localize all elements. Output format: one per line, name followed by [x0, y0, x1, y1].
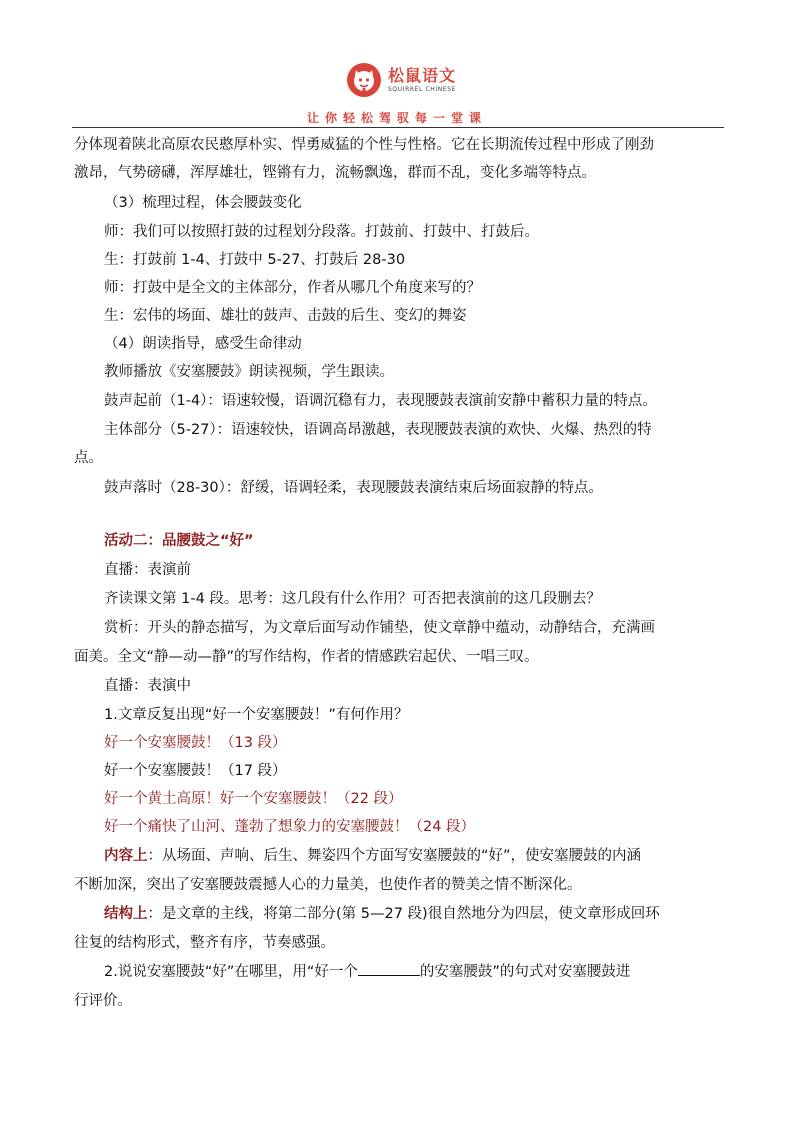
analysis-line: [104, 844, 641, 865]
paragraph-line: 鼓声起前（1-4）：语速较慢，语调沉稳有力，表现腰鼓表演前安静中蓄积力量的特点。: [104, 393, 657, 409]
page-header: [0, 0, 794, 130]
analysis-line: 不断加深，突出了安塞腰鼓震撼人心的力量美，也使作者的赞美之情不断深化。: [74, 877, 582, 893]
activity-heading: 活动二：品腰鼓之“好”: [104, 533, 254, 549]
paragraph-line: 主体部分（5-27）：语速较快，语调高昂激越，表现腰鼓表演的欢快、火爆、热烈的特: [104, 422, 652, 438]
analysis-label: 结构上: [104, 906, 148, 922]
paragraph-line: 激昂，气势磅礴，浑厚雄壮，铿锵有力，流畅飘逸，群而不乱，变化多端等特点。: [74, 165, 596, 181]
paragraph-line: 教师播放《安塞腰鼓》朗读视频，学生跟读。: [104, 364, 394, 380]
brand-subtitle: SQUIRREL CHINESE: [388, 85, 457, 93]
paragraph-line: 齐读课文第 1-4 段。思考：这几段有什么作用？可否把表演前的这几段删去？: [104, 591, 601, 607]
dialogue-line: 生：打鼓前 1-4、打鼓中 5-27、打鼓后 28-30: [104, 252, 406, 268]
brand-name: 松鼠语文: [388, 65, 457, 85]
section-heading: （4）朗读指导，感受生命律动: [104, 336, 302, 352]
question-text: 的安塞腰鼓”的句式对安塞腰鼓进: [419, 964, 631, 980]
header-divider: [72, 127, 724, 128]
quote-line: 好一个黄土高原！好一个安塞腰鼓！（22 段）: [104, 791, 403, 807]
quote-line: 好一个痛快了山河、蓬勃了想象力的安塞腰鼓！（24 段）: [104, 819, 476, 835]
paragraph-line: 分体现着陕北高原农民憨厚朴实、悍勇威猛的个性与性格。它在长期流传过程中形成了刚劲: [74, 137, 654, 153]
analysis-line: [104, 902, 660, 923]
question-line: 1.文章反复出现“好一个安塞腰鼓！”有何作用？: [104, 707, 409, 723]
question-line: 行评价。: [74, 993, 132, 1009]
dialogue-line: 师：我们可以按照打鼓的过程划分段落。打鼓前、打鼓中、打鼓后。: [104, 224, 539, 240]
quote-line: 好一个安塞腰鼓！（13 段）: [104, 735, 287, 751]
analysis-text: ：是文章的主线，将第二部分(第 5—27 段)很自然地分为四层，使文章形成回环: [147, 906, 660, 922]
paragraph-line: 面美。全文“静—动—静”的写作结构，作者的情感跌宕起伏、一唱三叹。: [74, 649, 539, 665]
fill-in-blank: [358, 963, 420, 976]
question-text: 2.说说安塞腰鼓“好”在哪里，用“好一个: [104, 964, 358, 980]
quote-line: 好一个安塞腰鼓！（17 段）: [104, 763, 287, 779]
brand-tagline: 让你轻松驾驭每一堂课: [306, 111, 487, 125]
analysis-line: 往复的结构形式，整齐有序，节奏感强。: [74, 935, 335, 951]
squirrel-logo-icon: [346, 62, 382, 98]
brand-logo: [346, 62, 456, 98]
paragraph-line: 直播：表演前: [104, 562, 191, 578]
paragraph-line: 鼓声落时（28-30）：舒缓，语调轻柔，表现腰鼓表演结束后场面寂静的特点。: [104, 480, 603, 496]
dialogue-line: 生：宏伟的场面、雄壮的鼓声、击鼓的后生、变幻的舞姿: [104, 308, 467, 324]
paragraph-line: 赏析：开头的静态描写，为文章后面写动作铺垫，使文章静中蕴动，动静结合，充满画: [104, 620, 655, 636]
paragraph-line: 点。: [74, 450, 103, 466]
paragraph-line: 直播：表演中: [104, 678, 191, 694]
analysis-label: 内容上: [104, 848, 148, 864]
dialogue-line: 师：打鼓中是全文的主体部分，作者从哪几个角度来写的？: [104, 280, 481, 296]
analysis-text: ：从场面、声响、后生、舞姿四个方面写安塞腰鼓的“好”，使安塞腰鼓的内涵: [147, 848, 642, 864]
section-heading: （3）梳理过程，体会腰鼓变化: [104, 195, 302, 211]
question-line: [104, 960, 630, 981]
